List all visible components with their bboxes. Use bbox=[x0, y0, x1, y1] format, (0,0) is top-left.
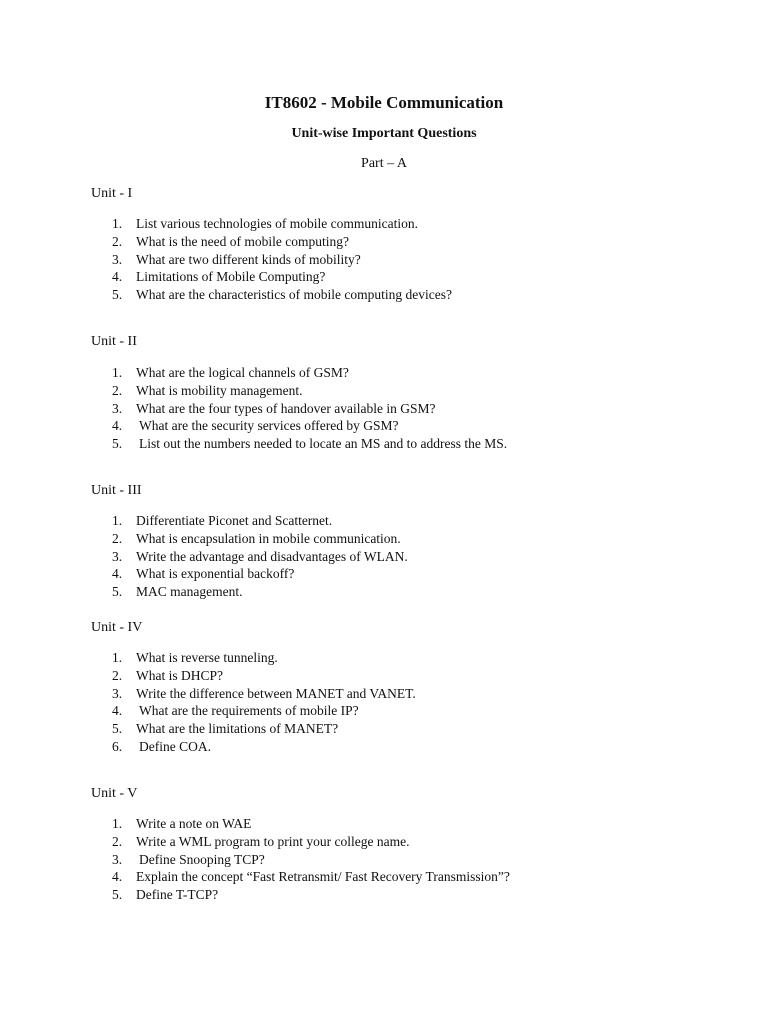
question-text: Define COA. bbox=[139, 738, 211, 754]
question-text: What are the characteristics of mobile computing devices? bbox=[136, 287, 452, 303]
question-text: What are the security services offered by GSM? bbox=[139, 418, 399, 434]
question-number: 3. bbox=[112, 400, 123, 416]
question-text: Limitations of Mobile Computing? bbox=[136, 269, 326, 285]
unit-heading-1: Unit - I bbox=[91, 186, 133, 201]
document-title: IT8602 - Mobile Communication bbox=[264, 93, 504, 112]
question-number: 4. bbox=[112, 703, 123, 719]
question-text: Define T-TCP? bbox=[136, 887, 219, 903]
question-number: 5. bbox=[112, 584, 123, 600]
question-text: List various technologies of mobile communication. bbox=[136, 216, 418, 231]
question-number: 6. bbox=[112, 738, 123, 754]
question-text: What is exponential backoff? bbox=[136, 566, 295, 582]
unit-heading-3: Unit - III bbox=[91, 483, 142, 498]
question-text: Write a note on WAE bbox=[136, 816, 252, 831]
question-number: 1. bbox=[112, 216, 123, 231]
question-number: 4. bbox=[112, 418, 123, 434]
unit-heading-2: Unit - II bbox=[91, 334, 137, 349]
question-text: What is mobility management. bbox=[136, 382, 303, 398]
document-subtitle: Unit-wise Important Questions bbox=[291, 126, 477, 141]
question-number: 2. bbox=[112, 530, 123, 546]
question-text: Explain the concept “Fast Retransmit/ Fast Recovery Transmission”? bbox=[136, 869, 510, 885]
question-number: 3. bbox=[112, 851, 123, 867]
question-number: 1. bbox=[112, 650, 123, 665]
question-number: 2. bbox=[112, 833, 123, 849]
question-text: List out the numbers needed to locate an MS and to address the MS. bbox=[139, 436, 508, 452]
question-number: 2. bbox=[112, 233, 123, 249]
question-number: 5. bbox=[112, 436, 123, 452]
question-number: 1. bbox=[112, 816, 123, 831]
question-text: What are the limitations of MANET? bbox=[136, 721, 339, 737]
question-text: Write the difference between MANET and VANET. bbox=[136, 685, 416, 701]
question-number: 4. bbox=[112, 566, 123, 582]
question-number: 4. bbox=[112, 269, 123, 285]
question-text: What are the four types of handover available in GSM? bbox=[136, 400, 436, 416]
question-number: 2. bbox=[112, 667, 123, 683]
question-text: What is encapsulation in mobile communication. bbox=[136, 530, 401, 546]
question-text: What are the logical channels of GSM? bbox=[136, 365, 349, 380]
question-number: 1. bbox=[112, 513, 123, 528]
question-number: 5. bbox=[112, 287, 123, 303]
part-heading: Part – A bbox=[361, 156, 407, 171]
question-text: What is reverse tunneling. bbox=[136, 650, 278, 665]
question-number: 3. bbox=[112, 548, 123, 564]
question-number: 2. bbox=[112, 382, 123, 398]
question-text: Write the advantage and disadvantages of WLAN. bbox=[136, 548, 408, 564]
question-text: Write a WML program to print your college name. bbox=[136, 833, 410, 849]
question-text: Differentiate Piconet and Scatternet. bbox=[136, 513, 333, 528]
question-text: What is DHCP? bbox=[136, 667, 223, 683]
question-text: MAC management. bbox=[136, 584, 243, 600]
unit-heading-5: Unit - V bbox=[91, 786, 138, 801]
question-number: 3. bbox=[112, 685, 123, 701]
question-number: 4. bbox=[112, 869, 123, 885]
unit-heading-4: Unit - IV bbox=[91, 620, 143, 635]
question-number: 3. bbox=[112, 251, 123, 267]
question-number: 5. bbox=[112, 887, 123, 903]
question-number: 5. bbox=[112, 721, 123, 737]
question-text: What is the need of mobile computing? bbox=[136, 233, 349, 249]
question-text: What are two different kinds of mobility? bbox=[136, 251, 361, 267]
question-number: 1. bbox=[112, 365, 123, 380]
question-text: What are the requirements of mobile IP? bbox=[139, 703, 359, 719]
question-text: Define Snooping TCP? bbox=[139, 851, 265, 867]
